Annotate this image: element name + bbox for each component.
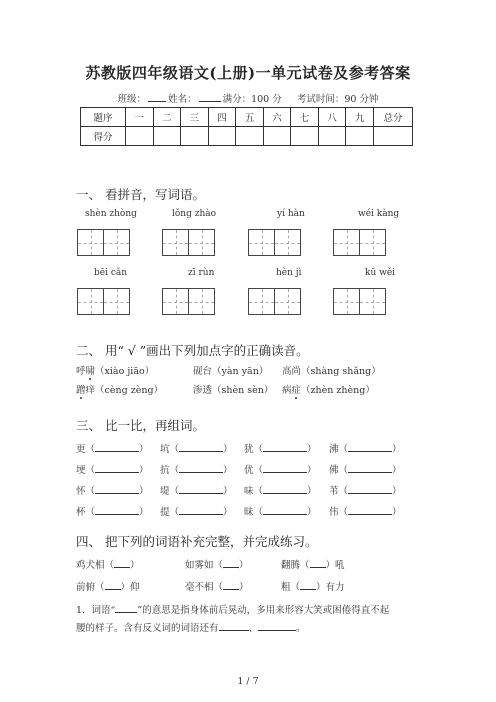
score-header-row: [81, 108, 413, 127]
score-cell[interactable]: [153, 127, 181, 146]
writing-box[interactable]: [103, 229, 130, 256]
answer-blank[interactable]: [300, 580, 316, 590]
dotted-char: 蹭: [76, 382, 86, 396]
score-cell[interactable]: [208, 127, 236, 146]
writing-box[interactable]: [188, 288, 215, 315]
reading-item: 呼啸（xiào jiāo）: [76, 363, 154, 377]
section-3-heading: 三、 比一比，再组词。: [76, 418, 205, 433]
score-cell[interactable]: [374, 127, 413, 146]
score-cell[interactable]: [291, 127, 319, 146]
class-blank: [148, 92, 166, 102]
answer-blank[interactable]: [95, 442, 139, 452]
pinyin-label: yí hàn: [277, 209, 305, 219]
answer-blank[interactable]: [263, 484, 307, 494]
score-header-cell: 三: [181, 108, 209, 127]
answer-blank[interactable]: [223, 580, 239, 590]
writing-box[interactable]: [162, 288, 189, 315]
score-header-cell: 四: [208, 108, 236, 127]
score-cell[interactable]: [181, 127, 209, 146]
score-header-cell: 总分: [374, 108, 413, 127]
score-cell[interactable]: [126, 127, 154, 146]
pinyin-label: hèn jì: [276, 268, 302, 278]
score-header-cell: 九: [346, 108, 374, 127]
score-header-cell: 一: [126, 108, 154, 127]
name-blank: [199, 92, 221, 102]
compare-item: 提（ ）: [160, 507, 233, 518]
writing-box-group: [162, 229, 214, 256]
compare-item: 埂（ ）: [76, 465, 149, 476]
score-cell[interactable]: [263, 127, 291, 146]
writing-box[interactable]: [333, 229, 360, 256]
compare-item: 味（ ）: [244, 486, 317, 497]
reading-item: 砚台（yàn yān）: [193, 366, 269, 377]
writing-box[interactable]: [103, 288, 130, 315]
writing-box[interactable]: [274, 288, 301, 315]
answer-blank[interactable]: [95, 463, 139, 473]
class-label: 班级：: [117, 94, 147, 105]
compare-item: 杯（ ）: [76, 507, 149, 518]
section-2-heading: 二、 用“ √ ”画出下列加点字的正确读音。: [76, 343, 309, 358]
writing-box[interactable]: [333, 288, 360, 315]
answer-blank[interactable]: [258, 621, 296, 631]
writing-box[interactable]: [359, 229, 386, 256]
reading-item: 病症（zhèn zhèng）: [282, 382, 375, 396]
compare-item: 犹（ ）: [244, 444, 317, 455]
answer-blank[interactable]: [115, 603, 137, 613]
writing-box[interactable]: [274, 229, 301, 256]
answer-blank[interactable]: [348, 463, 392, 473]
question-1-line-2: 腰的样子。含有反义词的词语还有 、 。: [76, 623, 306, 634]
compare-item: 苇（ ）: [329, 486, 402, 497]
score-table: [80, 107, 413, 146]
answer-blank[interactable]: [223, 558, 239, 568]
answer-blank[interactable]: [219, 621, 249, 631]
section-1-heading: 一、 看拼音，写词语。: [76, 187, 205, 202]
compare-item: 优（ ）: [244, 465, 317, 476]
reading-item: 渗透（shèn sèn）: [193, 385, 274, 396]
answer-blank[interactable]: [114, 558, 130, 568]
page-number: 1 / 7: [237, 676, 259, 687]
score-cell[interactable]: [318, 127, 346, 146]
page-title: 苏教版四年级语文(上册)一单元试卷及参考答案: [85, 64, 411, 82]
compare-item: 沸（ ）: [329, 444, 402, 455]
compare-item: 怀（ ）: [76, 486, 149, 497]
answer-blank[interactable]: [179, 505, 223, 515]
writing-box-group: [333, 229, 385, 256]
writing-box[interactable]: [77, 288, 104, 315]
score-row-label: 得分: [81, 127, 126, 146]
answer-blank[interactable]: [95, 484, 139, 494]
score-header-cell: 二: [153, 108, 181, 127]
score-value-row: [81, 127, 413, 146]
name-label: 姓名：: [168, 94, 197, 105]
compare-item: 更（ ）: [76, 444, 149, 455]
writing-box[interactable]: [162, 229, 189, 256]
score-cell[interactable]: [346, 127, 374, 146]
section-4-heading: 四、 把下列的词语补充完整，并完成练习。: [76, 534, 318, 549]
compare-item: 伟（ ）: [329, 507, 402, 518]
answer-blank[interactable]: [105, 580, 121, 590]
writing-box-group: [248, 288, 300, 315]
answer-blank[interactable]: [263, 463, 307, 473]
pinyin-label: shèn zhòng: [85, 209, 137, 219]
answer-blank[interactable]: [348, 484, 392, 494]
score-header-cell: 题序: [81, 108, 126, 127]
pinyin-label: wéi kàng: [358, 209, 400, 219]
writing-box[interactable]: [248, 229, 275, 256]
exam-time: 考试时间：90 分钟: [296, 94, 379, 105]
pinyin-label: bēi cǎn: [94, 268, 128, 278]
full-score: 满分：100 分: [222, 94, 282, 105]
idiom-item: 粗（ ）有力: [281, 582, 345, 593]
score-header-cell: 五: [236, 108, 264, 127]
reading-item: 蹭痒（cèng zèng）: [76, 382, 163, 396]
writing-box-group: [162, 288, 214, 315]
question-1-line-1: 1．词语“ ”的意思是指身体前后晃动，多用来形容大笑或困倦得直不起: [76, 605, 390, 616]
dotted-char: 症: [292, 382, 302, 396]
writing-box-group: [333, 288, 385, 315]
answer-blank[interactable]: [95, 505, 139, 515]
writing-box-group: [77, 229, 129, 256]
answer-blank[interactable]: [310, 558, 326, 568]
score-header-cell: 六: [263, 108, 291, 127]
writing-box[interactable]: [188, 229, 215, 256]
writing-box-group: [248, 229, 300, 256]
idiom-item: 鸡犬相（ ）: [76, 560, 140, 571]
compare-item: 昧（ ）: [244, 507, 317, 518]
writing-box[interactable]: [248, 288, 275, 315]
answer-blank[interactable]: [179, 484, 223, 494]
pinyin-label: kū wěi: [365, 268, 396, 278]
dotted-char: 啸: [86, 363, 96, 377]
score-header-cell: 七: [291, 108, 319, 127]
idiom-item: 毫不相（ ）: [185, 582, 249, 593]
reading-item: 高尚（shàng shǎng）: [282, 366, 381, 377]
answer-blank[interactable]: [263, 505, 307, 515]
answer-blank[interactable]: [263, 442, 307, 452]
pinyin-label: lǒng zhào: [172, 209, 217, 219]
compare-item: 抗（ ）: [160, 465, 233, 476]
pinyin-label: zī rùn: [188, 268, 215, 278]
score-header-cell: 八: [318, 108, 346, 127]
idiom-item: 前俯（ ）仰: [76, 582, 140, 593]
idiom-item: 如雾如（ ）: [185, 560, 249, 571]
exam-info: [0, 91, 496, 105]
compare-item: 堤（ ）: [160, 486, 233, 497]
writing-box[interactable]: [359, 288, 386, 315]
compare-item: 佛（ ）: [329, 465, 402, 476]
compare-item: 坑（ ）: [160, 444, 233, 455]
answer-blank[interactable]: [348, 442, 392, 452]
answer-blank[interactable]: [179, 442, 223, 452]
writing-box-group: [77, 288, 129, 315]
writing-box[interactable]: [77, 229, 104, 256]
idiom-item: 翻腾（ ）吼: [281, 560, 345, 571]
answer-blank[interactable]: [348, 505, 392, 515]
score-cell[interactable]: [236, 127, 264, 146]
answer-blank[interactable]: [179, 463, 223, 473]
